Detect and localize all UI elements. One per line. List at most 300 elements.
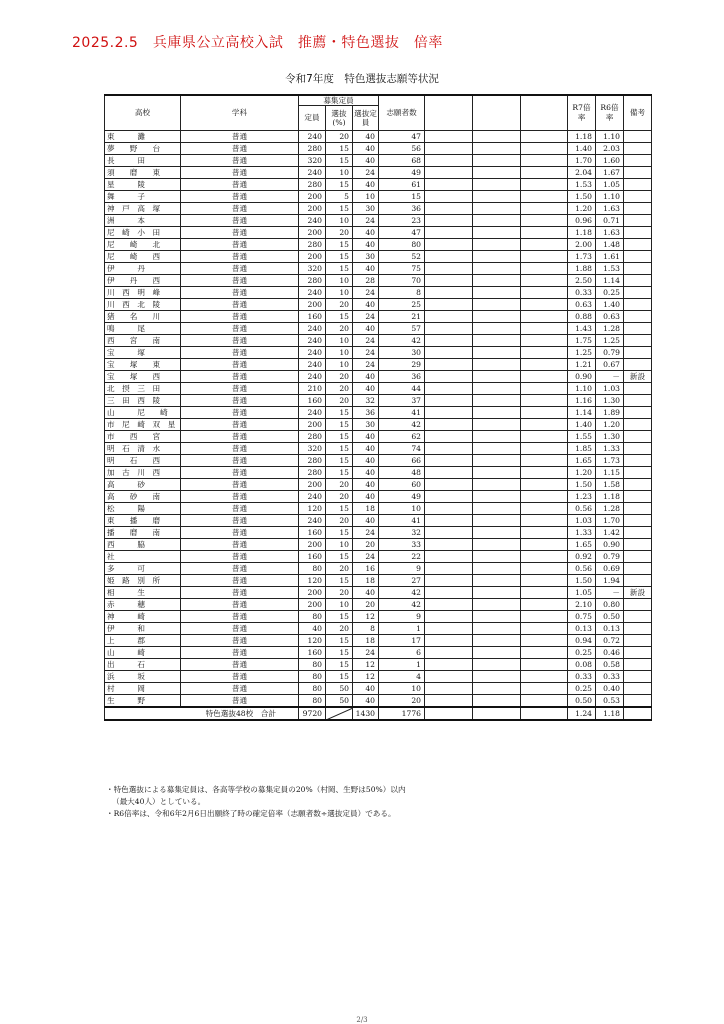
remarks-cell <box>624 695 652 708</box>
blank-cell <box>425 227 473 239</box>
r6-ratio-cell: 1.42 <box>596 527 624 539</box>
r6-ratio-cell: 0.69 <box>596 563 624 575</box>
blank-cell <box>473 191 521 203</box>
r7-ratio-cell: 1.75 <box>568 335 596 347</box>
capacity-cell: 240 <box>299 347 326 359</box>
r7-ratio-cell: 0.13 <box>568 623 596 635</box>
r6-ratio-cell: 0.53 <box>596 695 624 708</box>
blank-cell <box>473 467 521 479</box>
blank-cell <box>425 491 473 503</box>
school-cell: 猪 名 川 <box>105 311 181 323</box>
header-remarks: 備考 <box>624 95 652 131</box>
applicants-cell: 42 <box>379 599 425 611</box>
blank-cell <box>521 239 568 251</box>
remarks-cell <box>624 131 652 143</box>
remarks-cell <box>624 155 652 167</box>
applicants-cell: 56 <box>379 143 425 155</box>
blank-cell <box>521 131 568 143</box>
table-row <box>105 635 652 647</box>
blank-cell <box>473 647 521 659</box>
r7-ratio-cell: 1.50 <box>568 191 596 203</box>
blank-cell <box>425 563 473 575</box>
remarks-cell <box>624 491 652 503</box>
remarks-cell <box>624 647 652 659</box>
total-r6-ratio: 1.18 <box>596 707 624 720</box>
remarks-cell <box>624 143 652 155</box>
dept-cell: 普通 <box>181 167 299 179</box>
school-cell: 宝 塚 西 <box>105 371 181 383</box>
dept-cell: 普通 <box>181 539 299 551</box>
r6-ratio-cell: 0.13 <box>596 623 624 635</box>
school-cell: 明 石 清 水 <box>105 443 181 455</box>
pct-cell: 10 <box>326 539 353 551</box>
dept-cell: 普通 <box>181 215 299 227</box>
blank-cell <box>425 167 473 179</box>
table-row <box>105 287 652 299</box>
r6-ratio-cell: 0.33 <box>596 671 624 683</box>
blank-cell <box>521 527 568 539</box>
dept-cell: 普通 <box>181 383 299 395</box>
dept-cell: 普通 <box>181 407 299 419</box>
remarks-cell <box>624 323 652 335</box>
blank-cell <box>425 383 473 395</box>
blank-cell <box>425 251 473 263</box>
blank-cell <box>521 695 568 708</box>
r6-ratio-cell: 0.50 <box>596 611 624 623</box>
quota-cell: 40 <box>353 695 379 708</box>
blank-cell <box>425 263 473 275</box>
r6-ratio-cell: 1.89 <box>596 407 624 419</box>
blank-cell <box>521 659 568 671</box>
blank-cell <box>425 311 473 323</box>
blank-cell <box>473 575 521 587</box>
pct-cell: 20 <box>326 395 353 407</box>
r7-ratio-cell: 1.55 <box>568 431 596 443</box>
dept-cell: 普通 <box>181 335 299 347</box>
blank-cell <box>521 263 568 275</box>
school-cell: 姫 路 別 所 <box>105 575 181 587</box>
quota-cell: 12 <box>353 671 379 683</box>
pct-cell: 10 <box>326 599 353 611</box>
capacity-cell: 160 <box>299 647 326 659</box>
capacity-cell: 200 <box>299 599 326 611</box>
pct-cell: 15 <box>326 179 353 191</box>
blank-cell <box>473 671 521 683</box>
quota-cell: 20 <box>353 599 379 611</box>
total-r7-ratio: 1.24 <box>568 707 596 720</box>
capacity-cell: 210 <box>299 383 326 395</box>
r6-ratio-cell: 1.30 <box>596 431 624 443</box>
r7-ratio-cell: 1.40 <box>568 143 596 155</box>
remarks-cell: 新設 <box>624 371 652 383</box>
dept-cell: 普通 <box>181 575 299 587</box>
school-cell: 夢 野 台 <box>105 143 181 155</box>
blank-cell <box>473 131 521 143</box>
r7-ratio-cell: 1.16 <box>568 395 596 407</box>
dept-cell: 普通 <box>181 263 299 275</box>
applicants-cell: 57 <box>379 323 425 335</box>
applicants-cell: 27 <box>379 575 425 587</box>
dept-cell: 普通 <box>181 419 299 431</box>
pct-cell: 20 <box>326 563 353 575</box>
dept-cell: 普通 <box>181 515 299 527</box>
school-cell: 伊 丹 西 <box>105 275 181 287</box>
school-cell: 長 田 <box>105 155 181 167</box>
remarks-cell <box>624 227 652 239</box>
remarks-cell: 新設 <box>624 587 652 599</box>
r7-ratio-cell: 1.18 <box>568 227 596 239</box>
capacity-cell: 240 <box>299 287 326 299</box>
header-recruit-group: 募集定員 <box>299 95 379 106</box>
blank-cell <box>473 635 521 647</box>
r6-ratio-cell: 1.73 <box>596 455 624 467</box>
pct-cell: 20 <box>326 227 353 239</box>
capacity-cell: 120 <box>299 575 326 587</box>
table-row <box>105 419 652 431</box>
blank-cell <box>425 359 473 371</box>
blank-cell <box>473 551 521 563</box>
dept-cell: 普通 <box>181 143 299 155</box>
applicants-cell: 68 <box>379 155 425 167</box>
r7-ratio-cell: 1.05 <box>568 587 596 599</box>
blank-cell <box>521 287 568 299</box>
school-cell: 高 砂 <box>105 479 181 491</box>
r6-ratio-cell: 1.15 <box>596 467 624 479</box>
blank-cell <box>473 323 521 335</box>
blank-cell <box>425 695 473 708</box>
dept-cell: 普通 <box>181 563 299 575</box>
header-blank-1 <box>425 95 473 131</box>
r6-ratio-cell: 0.46 <box>596 647 624 659</box>
applicants-cell: 9 <box>379 611 425 623</box>
school-cell: 浜 坂 <box>105 671 181 683</box>
blank-cell <box>521 167 568 179</box>
quota-cell: 24 <box>353 215 379 227</box>
blank-cell <box>473 503 521 515</box>
remarks-cell <box>624 239 652 251</box>
blank-cell <box>425 671 473 683</box>
capacity-cell: 240 <box>299 371 326 383</box>
quota-cell: 36 <box>353 407 379 419</box>
r6-ratio-cell: 0.25 <box>596 287 624 299</box>
blank-cell <box>473 539 521 551</box>
r6-ratio-cell: 0.67 <box>596 359 624 371</box>
applicants-cell: 4 <box>379 671 425 683</box>
r7-ratio-cell: 0.56 <box>568 563 596 575</box>
quota-cell: 24 <box>353 647 379 659</box>
quota-cell: 40 <box>353 479 379 491</box>
header-capacity: 定員 <box>299 106 326 131</box>
r6-ratio-cell: 1.10 <box>596 191 624 203</box>
pct-cell: 15 <box>326 311 353 323</box>
dept-cell: 普通 <box>181 635 299 647</box>
blank-cell <box>473 287 521 299</box>
school-cell: 松 陽 <box>105 503 181 515</box>
capacity-cell: 240 <box>299 131 326 143</box>
r7-ratio-cell: 1.50 <box>568 575 596 587</box>
school-cell: 播 磨 南 <box>105 527 181 539</box>
dept-cell: 普通 <box>181 467 299 479</box>
applicants-cell: 32 <box>379 527 425 539</box>
header-quota: 選抜定員 <box>353 106 379 131</box>
capacity-cell: 200 <box>299 587 326 599</box>
blank-cell <box>521 575 568 587</box>
dept-cell: 普通 <box>181 227 299 239</box>
remarks-cell <box>624 623 652 635</box>
blank-cell <box>425 407 473 419</box>
blank-cell <box>425 131 473 143</box>
school-cell: 多 可 <box>105 563 181 575</box>
r7-ratio-cell: 1.25 <box>568 347 596 359</box>
school-cell: 社 <box>105 551 181 563</box>
r7-ratio-cell: 1.73 <box>568 251 596 263</box>
pct-cell: 20 <box>326 587 353 599</box>
capacity-cell: 160 <box>299 395 326 407</box>
school-cell: 三 田 西 陵 <box>105 395 181 407</box>
school-cell: 相 生 <box>105 587 181 599</box>
r7-ratio-cell: 1.18 <box>568 131 596 143</box>
blank-cell <box>473 179 521 191</box>
applicants-cell: 22 <box>379 551 425 563</box>
school-cell: 明 石 西 <box>105 455 181 467</box>
dept-cell: 普通 <box>181 323 299 335</box>
blank-cell <box>473 275 521 287</box>
remarks-cell <box>624 431 652 443</box>
blank-cell <box>425 275 473 287</box>
quota-cell: 12 <box>353 659 379 671</box>
blank-cell <box>473 359 521 371</box>
dept-cell: 普通 <box>181 347 299 359</box>
applicants-cell: 75 <box>379 263 425 275</box>
r6-ratio-cell: 1.63 <box>596 203 624 215</box>
capacity-cell: 160 <box>299 311 326 323</box>
applicants-cell: 80 <box>379 239 425 251</box>
school-cell: 尼 崎 北 <box>105 239 181 251</box>
pct-cell: 50 <box>326 683 353 695</box>
blank-cell <box>473 383 521 395</box>
applicants-cell: 10 <box>379 503 425 515</box>
r7-ratio-cell: 1.70 <box>568 155 596 167</box>
capacity-cell: 120 <box>299 503 326 515</box>
applicants-cell: 1 <box>379 659 425 671</box>
capacity-cell: 200 <box>299 191 326 203</box>
header-r7-ratio: R7倍率 <box>568 95 596 131</box>
r7-ratio-cell: 0.33 <box>568 671 596 683</box>
school-cell: 高 砂 南 <box>105 491 181 503</box>
dept-cell: 普通 <box>181 371 299 383</box>
pct-cell: 15 <box>326 527 353 539</box>
r7-ratio-cell: 0.08 <box>568 659 596 671</box>
quota-cell: 40 <box>353 383 379 395</box>
school-cell: 宝 塚 東 <box>105 359 181 371</box>
r6-ratio-cell: 1.05 <box>596 179 624 191</box>
remarks-cell <box>624 455 652 467</box>
table-row <box>105 335 652 347</box>
blank-cell <box>473 395 521 407</box>
total-label: 特色選抜48校 合計 <box>105 707 299 720</box>
school-cell: 西 脇 <box>105 539 181 551</box>
quota-cell: 18 <box>353 503 379 515</box>
quota-cell: 40 <box>353 263 379 275</box>
table-row <box>105 275 652 287</box>
applicants-cell: 8 <box>379 287 425 299</box>
table-row <box>105 431 652 443</box>
school-cell: 村 岡 <box>105 683 181 695</box>
dept-cell: 普通 <box>181 683 299 695</box>
r6-ratio-cell: 1.61 <box>596 251 624 263</box>
quota-cell: 8 <box>353 623 379 635</box>
table-row <box>105 143 652 155</box>
blank-cell <box>521 383 568 395</box>
blank-cell <box>473 155 521 167</box>
table-row <box>105 683 652 695</box>
r7-ratio-cell: 0.56 <box>568 503 596 515</box>
school-cell: 東 灘 <box>105 131 181 143</box>
blank-cell <box>473 623 521 635</box>
remarks-cell <box>624 395 652 407</box>
blank-cell <box>521 407 568 419</box>
r6-ratio-cell: 1.18 <box>596 491 624 503</box>
blank-cell <box>521 623 568 635</box>
blank-cell <box>425 155 473 167</box>
table-row <box>105 239 652 251</box>
quota-cell: 24 <box>353 167 379 179</box>
quota-cell: 24 <box>353 347 379 359</box>
blank-cell <box>425 443 473 455</box>
capacity-cell: 200 <box>299 299 326 311</box>
dept-cell: 普通 <box>181 251 299 263</box>
r7-ratio-cell: 1.20 <box>568 203 596 215</box>
school-cell: 市 西 宮 <box>105 431 181 443</box>
quota-cell: 40 <box>353 143 379 155</box>
capacity-cell: 280 <box>299 455 326 467</box>
remarks-cell <box>624 299 652 311</box>
blank-cell <box>425 215 473 227</box>
r6-ratio-cell: 1.58 <box>596 479 624 491</box>
school-cell: 川 西 北 陵 <box>105 299 181 311</box>
blank-cell <box>473 263 521 275</box>
dept-cell: 普通 <box>181 527 299 539</box>
blank-cell <box>473 167 521 179</box>
blank-cell <box>425 419 473 431</box>
applicants-cell: 29 <box>379 359 425 371</box>
r6-ratio-cell: 2.03 <box>596 143 624 155</box>
remarks-cell <box>624 383 652 395</box>
remarks-cell <box>624 335 652 347</box>
table-title: 令和7年度 特色選抜志願等状況 <box>285 73 439 85</box>
applicants-cell: 1 <box>379 623 425 635</box>
applicants-cell: 15 <box>379 191 425 203</box>
quota-cell: 40 <box>353 431 379 443</box>
school-cell: 北 摂 三 田 <box>105 383 181 395</box>
dept-cell: 普通 <box>181 623 299 635</box>
r7-ratio-cell: 0.75 <box>568 611 596 623</box>
capacity-cell: 240 <box>299 407 326 419</box>
pct-cell: 50 <box>326 695 353 708</box>
applicants-cell: 23 <box>379 215 425 227</box>
blank-cell <box>425 323 473 335</box>
applicants-cell: 6 <box>379 647 425 659</box>
quota-cell: 10 <box>353 191 379 203</box>
r6-ratio-cell: 0.58 <box>596 659 624 671</box>
table-row <box>105 251 652 263</box>
quota-cell: 40 <box>353 227 379 239</box>
applicants-cell: 37 <box>379 395 425 407</box>
blank-cell <box>521 599 568 611</box>
pct-cell: 5 <box>326 191 353 203</box>
blank-cell <box>425 551 473 563</box>
applicants-cell: 49 <box>379 167 425 179</box>
blank-cell <box>521 551 568 563</box>
quota-cell: 40 <box>353 323 379 335</box>
school-cell: 洲 本 <box>105 215 181 227</box>
blank-cell <box>425 623 473 635</box>
r7-ratio-cell: 1.50 <box>568 479 596 491</box>
pct-cell: 15 <box>326 239 353 251</box>
applicants-cell: 41 <box>379 515 425 527</box>
capacity-cell: 320 <box>299 443 326 455</box>
school-cell: 神 崎 <box>105 611 181 623</box>
quota-cell: 24 <box>353 311 379 323</box>
blank-cell <box>425 191 473 203</box>
blank-cell <box>521 347 568 359</box>
remarks-cell <box>624 215 652 227</box>
blank-cell <box>425 179 473 191</box>
remarks-cell <box>624 467 652 479</box>
total-blank-3 <box>521 707 568 720</box>
quota-cell: 12 <box>353 611 379 623</box>
quota-cell: 40 <box>353 179 379 191</box>
remarks-cell <box>624 419 652 431</box>
quota-cell: 30 <box>353 203 379 215</box>
capacity-cell: 200 <box>299 479 326 491</box>
header-dept: 学科 <box>181 95 299 131</box>
blank-cell <box>521 191 568 203</box>
quota-cell: 40 <box>353 683 379 695</box>
table-row <box>105 359 652 371</box>
r6-ratio-cell: 1.14 <box>596 275 624 287</box>
table-row <box>105 491 652 503</box>
blank-cell <box>473 683 521 695</box>
blank-cell <box>425 599 473 611</box>
capacity-cell: 320 <box>299 155 326 167</box>
remarks-cell <box>624 659 652 671</box>
blank-cell <box>425 455 473 467</box>
pct-cell: 15 <box>326 659 353 671</box>
capacity-cell: 280 <box>299 431 326 443</box>
table-row <box>105 479 652 491</box>
pct-cell: 15 <box>326 419 353 431</box>
r6-ratio-cell: 0.80 <box>596 599 624 611</box>
pct-cell: 20 <box>326 371 353 383</box>
blank-cell <box>521 395 568 407</box>
applicants-cell: 74 <box>379 443 425 455</box>
r6-ratio-cell: 1.10 <box>596 131 624 143</box>
capacity-cell: 280 <box>299 467 326 479</box>
pct-cell: 20 <box>326 299 353 311</box>
footnotes <box>106 784 406 820</box>
blank-cell <box>425 287 473 299</box>
dept-cell: 普通 <box>181 479 299 491</box>
quota-cell: 40 <box>353 239 379 251</box>
header-blank-2 <box>473 95 521 131</box>
r6-ratio-cell: 1.30 <box>596 395 624 407</box>
remarks-cell <box>624 167 652 179</box>
blank-cell <box>521 431 568 443</box>
r7-ratio-cell: 0.90 <box>568 371 596 383</box>
table-row <box>105 167 652 179</box>
table-row <box>105 191 652 203</box>
